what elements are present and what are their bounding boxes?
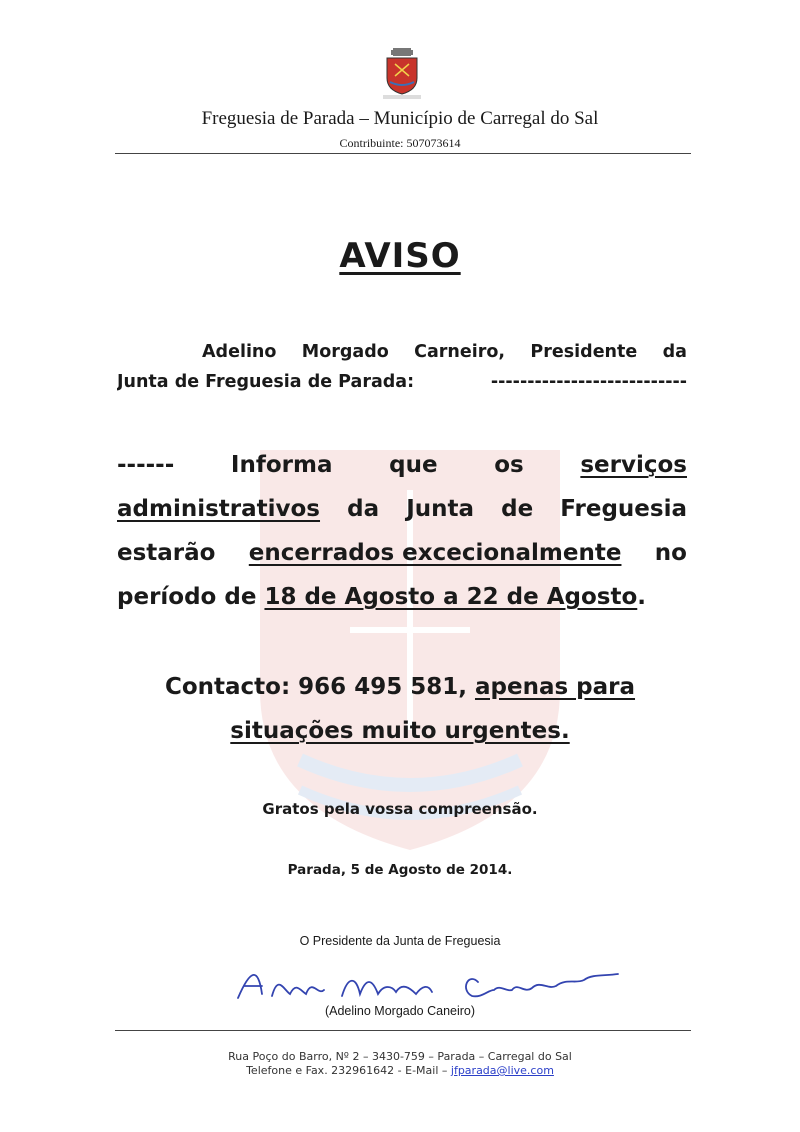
footer-address: Rua Poço do Barro, Nº 2 – 3430-759 – Parada – Carregal do Sal (228, 1050, 572, 1063)
handwritten-signature (232, 960, 632, 1010)
intro-text: Junta de Freguesia de Parada: (117, 372, 415, 392)
body-word: estarão (117, 540, 216, 566)
intro-word: da (662, 342, 687, 362)
intro-word: Presidente (530, 342, 638, 362)
period-label: período de (117, 584, 257, 610)
intro-word: Adelino (202, 342, 277, 362)
closure-emphasis: encerrados excecionalmente (248, 540, 622, 566)
footer-phone: Telefone e Fax. 232961642 - E-Mail – (246, 1064, 451, 1077)
body-word: serviços (580, 452, 687, 478)
body-word: Junta (406, 496, 475, 522)
notice-title: AVISO (339, 236, 461, 276)
intro-word: Morgado (301, 342, 389, 362)
contact-line-1 (0, 674, 800, 700)
body-line-2 (117, 496, 687, 522)
header-title: Freguesia de Parada – Município de Carregal do Sal (201, 108, 599, 129)
contact-line-2 (0, 718, 800, 744)
body-word: administrativos (117, 496, 321, 522)
email-link[interactable]: jfparada@live.com (450, 1064, 554, 1077)
body-word: Informa (230, 452, 333, 478)
signatory-role: O Presidente da Junta de Freguesia (299, 934, 501, 948)
footer-divider (115, 1030, 691, 1031)
header-divider (115, 153, 691, 154)
intro-line-2 (117, 372, 687, 392)
body-dashes: ------ (117, 452, 175, 478)
closure-dates: 18 de Agosto a 22 de Agosto (264, 584, 638, 610)
tax-id: Contribuinte: 507073614 (339, 136, 461, 150)
body-word: os (494, 452, 524, 478)
body-word: da (347, 496, 380, 522)
contact-condition: apenas para (474, 674, 636, 700)
intro-line-1 (202, 342, 687, 362)
thanks-text: Gratos pela vossa compreensão. (262, 800, 538, 818)
signatory-name: (Adelino Morgado Caneiro) (324, 1004, 476, 1018)
intro-word: Carneiro, (414, 342, 506, 362)
contact-condition-2: situações muito urgentes. (230, 718, 570, 744)
body-word: que (389, 452, 438, 478)
body-word: Freguesia (560, 496, 687, 522)
place-date: Parada, 5 de Agosto de 2014. (287, 862, 513, 878)
body-word: de (501, 496, 534, 522)
contact-phone: Contacto: 966 495 581, (164, 674, 467, 700)
body-line-4 (117, 584, 687, 610)
period-end: . (637, 584, 647, 610)
body-line-3 (117, 540, 687, 566)
body-line-1 (117, 452, 687, 478)
intro-dashes: --------------------------- (490, 372, 687, 392)
coat-of-arms-icon (381, 48, 423, 100)
footer-contact (0, 1064, 800, 1077)
body-word: no (654, 540, 687, 566)
